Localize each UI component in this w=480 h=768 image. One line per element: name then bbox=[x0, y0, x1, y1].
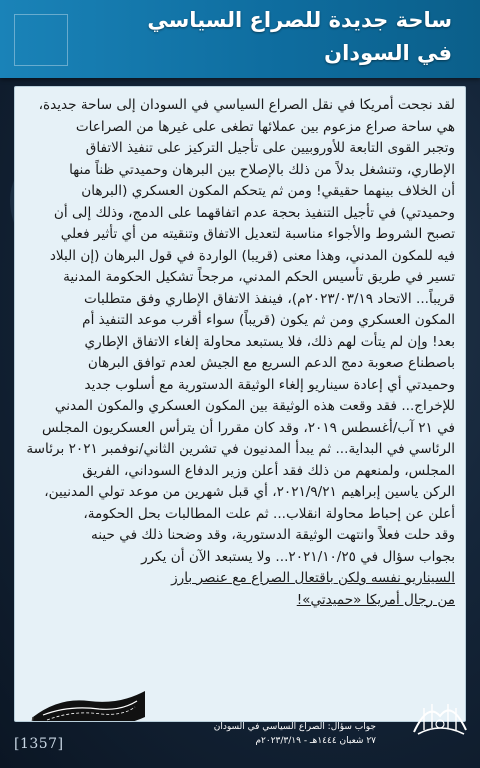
page-title-line-2: في السودان bbox=[324, 41, 452, 65]
article-line: وحميدتي أي إعادة سيناريو إلغاء الوثيقة الدستورية مع أسلوب جديد bbox=[84, 376, 455, 393]
black-banner-flag-icon bbox=[29, 687, 149, 722]
article-line: فيه للمكون المدني، وهذا معنى (قريبا) الواردة في قول البرهان (إن البلاد bbox=[49, 247, 455, 264]
article-line: المجلس، ولمنعهم من ذلك فقد أعلن وزير الدفاع السوداني، الفريق bbox=[82, 462, 455, 479]
article-panel bbox=[14, 86, 466, 722]
article-line: بجواب سؤال في ٢٠٢١/١٠/٢٥... ولا يستبعد الآن أن يكرر bbox=[141, 548, 455, 565]
article-line: بعد! وإن لم يتأت لهم ذلك، فلا يستبعد محاولة إلغاء الاتفاق الإطاري bbox=[84, 333, 455, 350]
page-title-line-1: ساحة جديدة للصراع السياسي bbox=[147, 8, 452, 32]
article-line: المكون العسكري ومن ثم يكون (قريباً) سواء أقرب موعد التنفيذ أم bbox=[82, 312, 455, 328]
decorative-frame bbox=[14, 14, 68, 66]
source-title: جواب سؤال: الصراع السياسي في السودان bbox=[213, 722, 376, 732]
article-line: أعلن عن إحباط محاولة انقلاب... ثم علت المطالبات بحل الحكومة، bbox=[83, 505, 455, 522]
title-banner bbox=[0, 0, 480, 78]
article-body bbox=[25, 95, 455, 611]
article-line: هي ساحة صراع مزعوم بين عملائها تطغى على غيرها من الصراعات bbox=[75, 118, 455, 135]
article-line: الإطاري، وتنشغل بدلاً من ذلك بالإصلاح بين البرهان وحميدتي ظناً منها bbox=[69, 161, 455, 178]
article-line: باصطناع صعوبة دمج الدعم السريع مع الجيش لعدم توافق البرهان bbox=[87, 355, 455, 371]
calligraphy-seal-icon bbox=[408, 694, 472, 742]
article-line: للإخراج... فقد وقعت هذه الوثيقة بين المكون العسكري والمكون المدني bbox=[54, 398, 455, 414]
article-line: وتجبر القوى التابعة للأوروبيين على تأجيل التركيز على تنفيذ الاتفاق bbox=[85, 140, 455, 156]
article-line: الركن ياسين إبراهيم ٢٠٢١/٩/٢١، أي قبل شهرين من موعد تولي المدنيين، bbox=[44, 484, 455, 500]
page-number: [1357] bbox=[14, 736, 64, 752]
article-line: السيناريو نفسه ولكن باقتعال الصراع مع عنصر بارز bbox=[171, 570, 455, 586]
article-line: الرئاسي في البداية... ثم يبدأ المدنيون في تشرين الثاني/نوفمبر ٢٠٢١ برئاسة bbox=[26, 441, 455, 457]
article-line: تسير في طريق تأسيس الحكم المدني، مرجحاً تشكيل الحكومة المدنية bbox=[63, 269, 455, 285]
source-date: ٢٧ شعبان ١٤٤٤هـ - ٢٠٢٣/٣/١٩م bbox=[255, 736, 376, 746]
article-line: من رجال أمريكا «حميدتي»! bbox=[296, 591, 455, 608]
article-line: وحميدتي) في تأجيل التنفيذ بحجة عدم اتفاقهما على الدمج، وذلك إلى أن bbox=[53, 204, 455, 221]
article-line: أن الخلاف بينهما حقيقي! ومن ثم يتحكم المكون العسكري (البرهان bbox=[81, 183, 455, 199]
article-line: في ٢١ آب/أغسطس ٢٠١٩، وقد كان مقررا أن يترأس العسكريون المجلس bbox=[41, 419, 455, 436]
article-line: قريباً... الاتحاد ٢٠٢٣/٠٣/١٩م)، فينفذ الاتفاق الإطاري وفق متطلبات bbox=[84, 290, 455, 307]
article-line: وقد حلت فعلاً وانتهت الوثيقة الدستورية، وقد وضحنا ذلك في حينه bbox=[91, 527, 455, 543]
article-line: تصبح الشروط والأجواء مناسبة لتعديل الاتفاق وتنقيته من أي تأثير فعلي bbox=[60, 226, 455, 242]
article-line: لقد نجحت أمريكا في نقل الصراع السياسي في السودان إلى ساحة جديدة، bbox=[38, 97, 455, 113]
